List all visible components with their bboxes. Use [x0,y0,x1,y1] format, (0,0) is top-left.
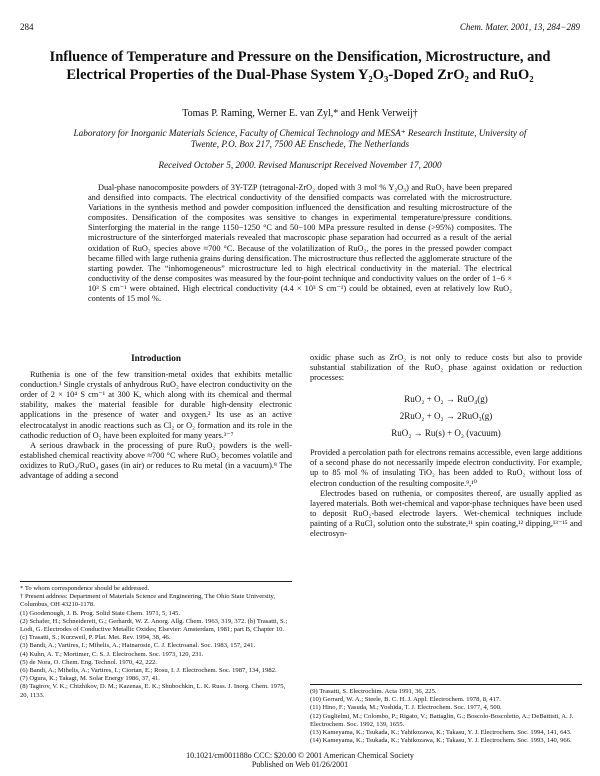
footnotes-right [310,684,582,745]
affiliation: Laboratory for Inorganic Materials Science, Faculty of Chemical Technology and MESA⁺ Research Institute, University of Twente, P.O. Box 217, 7500 AE Enschede, The Netherlands [73,128,527,149]
running-header [20,22,580,36]
page-footer [0,751,600,769]
page-number: 284 [20,22,34,32]
footnotes-left [20,581,292,700]
intro-paragraph-5: Electrodes based on ruthenia, or composites thereof, are usually applied as layered materials. Both wet-chemical and vapor-phase techniques have been used to deposit RuO₂-based electrode layers. Wet-chemical techniques include painting of a RuCl₃ solution onto the substrate,¹¹ spin coating,¹² dipping,¹³⁻¹⁵ and electrosyn- [310,488,582,539]
received-dates: Received October 5, 2000. Revised Manuscript Received November 17, 2000 [158,160,442,170]
footnote: † Present address: Department of Materials Science and Engineering, The Ohio State University, Columbus, OH 43210-1178. [20,593,276,609]
reference: (2) Schafer, H.; Schneidereit, G.; Gerhardt, W. Z. Anorg. Allg. Chem. 1963, 319, 372. (b) Trasatti, S.; Lodi, G. Electrodes of Conductive Metallic Oxides; Elsevier: Amsterdam, 1981; part B, Chapter 10. (c) Trasatti, S.; Kurzweil, P. Plat. Met. Rev. 1994, 38, 46. [20,617,288,642]
author-list: Tomas P. Raming, Werner E. van Zyl,* and Henk Verweij† [182,108,418,119]
intro-paragraph-1: Ruthenia is one of the few transition-metal oxides that exhibits metallic conduction.¹ Single crystals of anhydrous RuO₂ have electron conductivity on the order of 2 × 10⁴ S cm⁻¹ at 300 K, which along with its chemical and thermal stability, makes the material feasible for durable high-density electronic applications in the presence of water and oxygen.² Its use as an active electrocatalyst in anodic reactions such as Cl₂ or O₂ formation and its role in the cathodic reduction of O₂ have been exploited for many years.³⁻⁷ [20,370,292,440]
reference: (5) de Nora, O. Chem. Eng. Technol. 1970, 42, 222. [20,658,157,666]
equation-1: RuO₂ + O₂ → RuO₄(g) [404,394,488,405]
reference: (4) Kuhn, A. T.; Mortimer, C. S. J. Electrochem. Soc. 1973, 120, 231. [20,650,204,658]
intro-paragraph-2: A serious drawback in the processing of pure RuO₂ powders is the well-established chemical reactivity above ≈700 °C where RuO₂ becomes volatile and oxidizes to RuO₃/RuO₄ gases (in air) or reduces to Ru metal (in a vacuum).⁸ The advantage of adding a second [20,440,292,481]
reference: (12) Guglielmi, M.; Colombo, P.; Rigato, V.; Battaglin, G.; Boscolo-Boscoletto, A.; DeBattisti, A. J. Electrochem. Soc. 1992, 139, 1655. [310,712,574,728]
reference: (3) Bandi, A.; Vartires, I.; Mihelis, A.; Hainarosie, C. J. Electroanal. Soc. 1983, 157, 241. [20,642,256,650]
intro-paragraph-3: oxidic phase such as ZrO₂ is not only to reduce costs but also to provide substantial stabilization of the RuO₂ phase against oxidation or reduction processes: [310,353,582,383]
intro-paragraph-4: Provided a percolation path for electrons remains accessible, even large additions of a second phase do not necessarily impede electron conductivity. For example, up to 85 mol % of insulating TiO₂ has been added to RuO₂ without loss of electron conduction of the resulting composite.⁹,¹⁰ [310,448,582,488]
reference: (8) Tagirov, V. K.; Chizhikov, D. M.; Kazenas, E. K.; Shubochkin, L. K. Russ. J. Inorg. Chem. 1975, 20, 1133. [20,683,286,699]
equation-3: RuO₂ → Ru(s) + O₂ (vacuum) [391,428,501,439]
left-column [20,353,292,481]
reference: (13) Kameyama, K.; Tsukada, K.; Yahikozawa, K.; Takasu, Y. J. Electrochem. Soc. 1994, 141, 643. [310,729,572,737]
doi-line: 10.1021/cm001188o CCC: $20.00 © 2001 American Chemical Society [186,751,414,760]
reference: (1) Goodenough, J. B. Prog. Solid State Chem. 1971, 5, 145. [20,609,181,617]
reference: (9) Trasatti, S. Electrochim. Acta 1991, 36, 225. [310,688,437,695]
reference: (7) Ogura, K.; Takagi, M. Solar Energy 1986, 37, 41. [20,675,160,683]
published-line: Published on Web 01/26/2001 [251,760,349,769]
journal-citation: Chem. Mater. 2001, 13, 284−289 [459,22,580,32]
footnote: * To whom correspondence should be addressed. [20,585,150,592]
reference: (10) Gerrard, W. A.; Steele, B. C. H. J. Appl. Electrochem. 1978, 8, 417. [310,696,501,704]
right-column [310,353,582,539]
reference: (6) Bandi, A.; Mihelis, A.; Vartires, I.; Ciortan, E.; Rosu, I. J. Electrochem. Soc. 1987, 134, 1982. [20,667,277,675]
equation-block [310,391,582,442]
abstract: Dual-phase nanocomposite powders of 3Y-TZP (tetragonal-ZrO₂ doped with 3 mol % Y₂O₃) and RuO₂ have been prepared and densified into compacts. The electrical conductivity of the densified compacts was correlated with the microstructure. Variations in the synthesis method and powder composition influenced the densification and resulting microstructure of the composites. Densification of the composites was sensitive to changes in experimental temperature/pressure conditions. Sinterforging the material in the range 1150−1250 °C and 50−100 MPa pressure resulted in dense (>95%) composites. The microstructure of the sinterforged materials revealed that macroscopic phase separation had occurred as a result of the aerial oxidation of RuO₂ species above ≈700 °C. Because of the volatilization of RuO₂, the pores in the pressed powder compact became filled with large ruthenia grains during densification. The microstructure thus reflected the agglomerate structure of the starting powder. The “inhomogeneous” microstructure led to high electrical conductivity in the material. The electrical conductivity of the dense composites was measured by the four-point technique and conductivity values on the order of 1−6 × 10³ S cm⁻¹ were obtained. High electrical conductivity (4.4 × 10³ S cm⁻¹) could be obtained, even at relatively low RuO₂ contents of 15 mol %. [88,183,512,304]
article-title: Influence of Temperature and Pressure on the Densification, Microstructure, and Electrical Properties of the Dual-Phase System Y₂O₃-Doped ZrO₂ and RuO₂ [49,49,551,83]
reference: (14) Kameyama, K.; Tsukada, K.; Yahikozawa, K.; Takasu, Y. J. Electrochem. Soc. 1993, 140, 966. [310,737,572,745]
reference: (11) Hino, F.; Yasuda, M.; Yoshida, T. J. Electrochem. Soc. 1977, 4, 500. [310,704,502,712]
section-heading-introduction: Introduction [131,353,181,363]
equation-2: 2RuO₂ + O₂ → 2RuO₃(g) [399,411,493,422]
